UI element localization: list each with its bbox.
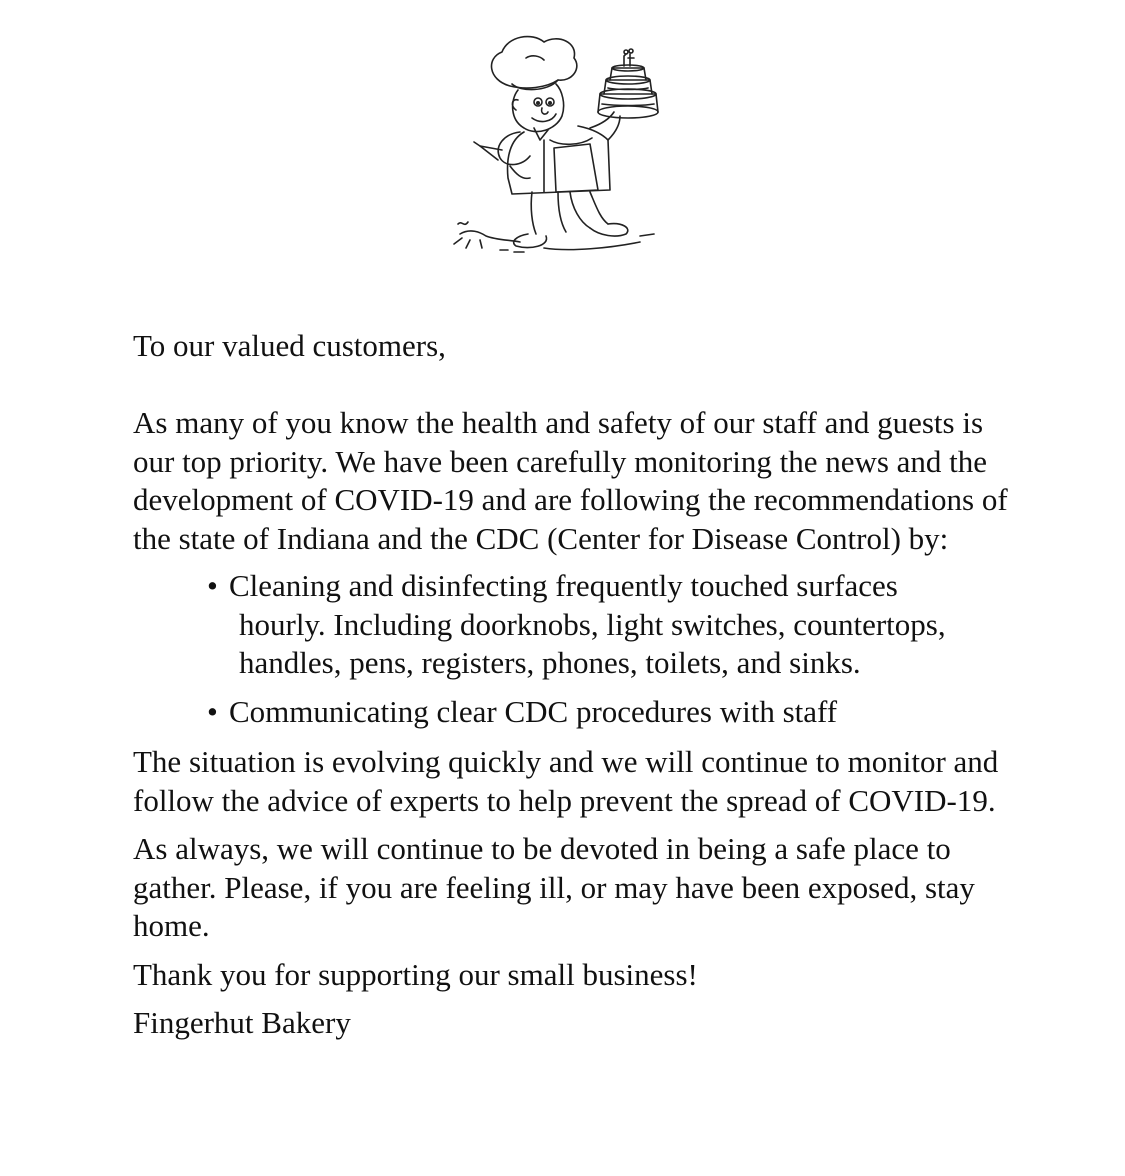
bullet-icon: • [207,568,218,603]
signature: Fingerhut Bakery [133,1005,351,1040]
thank-you-line: Thank you for supporting our small business! [133,956,698,992]
list-item [133,567,1013,683]
bullet-icon: • [207,693,218,729]
list-item-continuation: hourly. Including doorknobs, light switches, countertops, handles, pens, registers, phones, toilets, and sinks. [239,606,946,680]
procedures-list [133,567,1013,731]
list-item-first-line: Communicating clear CDC procedures with staff [229,693,838,729]
bakery-chef-logo [440,28,680,258]
list-item-first-line: Cleaning and disinfecting frequently touched surfaces [229,568,898,603]
chef-with-wedding-cake-icon [440,28,680,258]
situation-paragraph: The situation is evolving quickly and we will continue to monitor and follow the advice of experts to help prevent the spread of COVID-19. [133,744,999,818]
letter-body [133,327,1013,1043]
intro-paragraph: As many of you know the health and safety of our staff and guests is our top priority. We have been carefully monitoring the news and the development of COVID-19 and are following the recommendations of the state of Indiana and the CDC (Center for Disease Control) by: [133,405,1008,556]
safe-place-paragraph: As always, we will continue to be devoted in being a safe place to gather. Please, if you are feeling ill, or may have been exposed, stay home. [133,831,975,943]
list-item [133,693,1013,732]
salutation: To our valued customers, [133,328,446,363]
